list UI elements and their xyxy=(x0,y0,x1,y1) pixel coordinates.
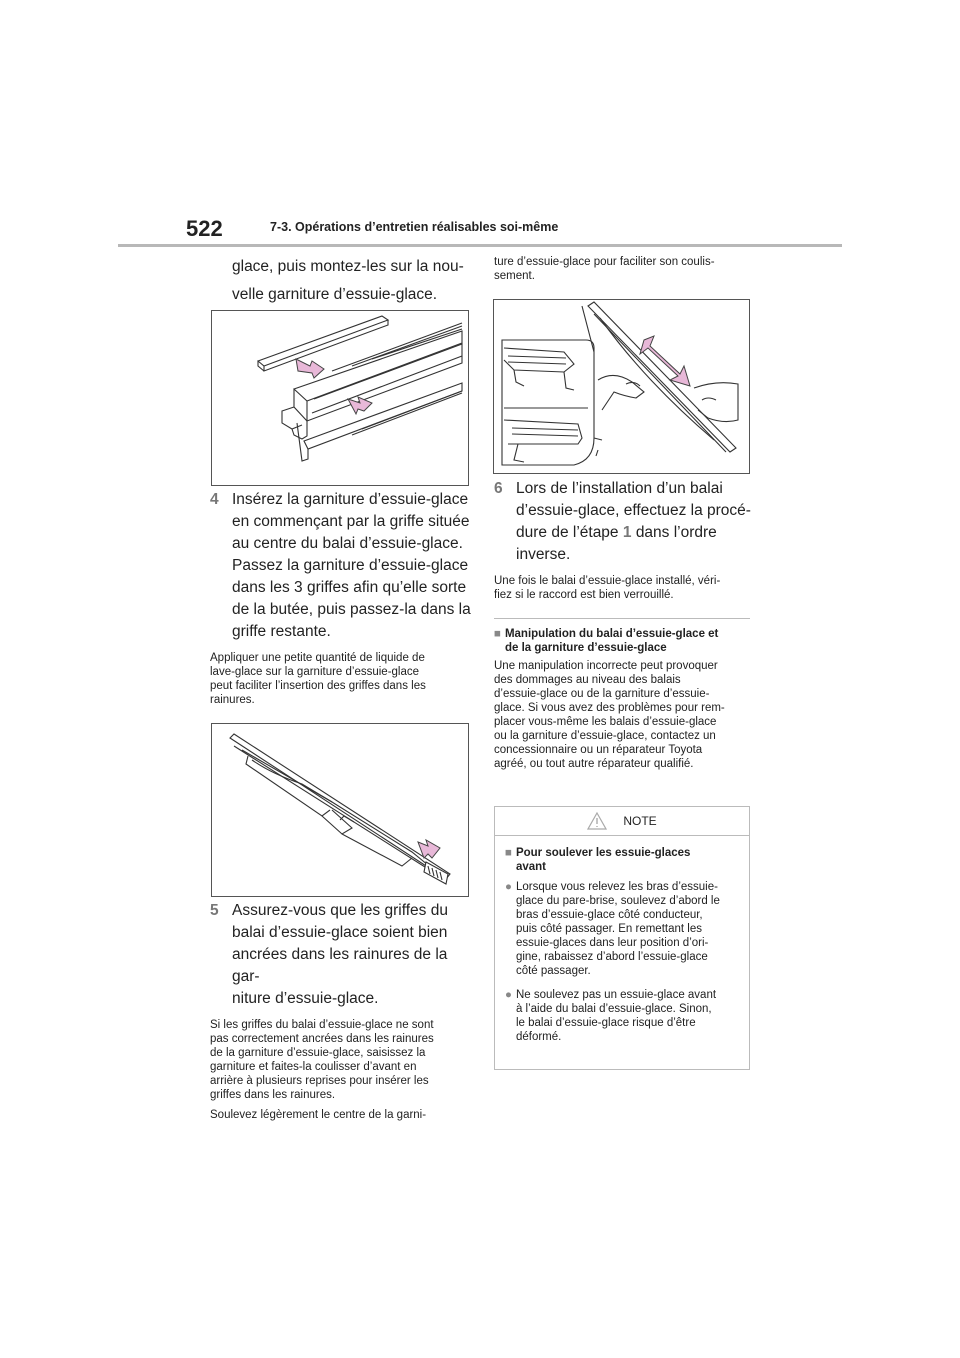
chapter-title: 7-3. Opérations d’entretien réalisables soi-même xyxy=(270,220,559,234)
tip-line: Si les griffes du balai d’essuie-glace ne sont xyxy=(210,1019,434,1031)
warning-triangle-icon xyxy=(587,812,607,830)
handling-section xyxy=(494,618,750,771)
tip-line: Appliquer une petite quantité de liquide de xyxy=(210,652,425,664)
tip-line: rainures. xyxy=(210,694,255,706)
heading-line: de la garniture d’essuie-glace xyxy=(504,642,667,654)
intro-line: glace, puis montez-les sur la nou- xyxy=(232,258,464,275)
step-line: Assurez-vous que les griffes du xyxy=(232,902,448,919)
note-heading xyxy=(505,846,739,874)
step-5 xyxy=(210,900,472,1122)
figure-lift-rubber xyxy=(493,299,750,474)
step-line: d’essuie-glace, effectuez la procé- xyxy=(516,502,751,519)
step-reference: 1 xyxy=(622,524,632,541)
bullet-line: le balai d’essuie-glace risque d’être xyxy=(515,1017,696,1029)
tip-line: arrière à plusieurs reprises pour insérer les xyxy=(210,1075,429,1087)
tip-line: de la garniture d’essuie-glace, saisissez la xyxy=(210,1047,426,1059)
step-line: inverse. xyxy=(516,546,571,563)
text-line: sement. xyxy=(494,270,535,282)
bullet-line: Lorsque vous relevez les bras d’essuie- xyxy=(515,881,718,893)
step-line: balai d’essuie-glace soient bien xyxy=(232,924,448,941)
step-6 xyxy=(494,478,756,602)
continuation-text xyxy=(494,255,756,283)
section-divider xyxy=(494,618,750,619)
wiper-lift-illustration xyxy=(494,300,749,473)
bullet-line: essuie-glaces dans leur position d’ori- xyxy=(515,937,709,949)
step-number: 5 xyxy=(210,902,219,919)
note-title: NOTE xyxy=(623,814,657,828)
circle-bullet-icon: ● xyxy=(505,881,512,893)
step-line xyxy=(516,522,751,544)
square-bullet-icon: ■ xyxy=(505,847,512,859)
figure-insert-rubber xyxy=(211,310,469,486)
step-line: Passez la garniture d’essuie-glace xyxy=(232,557,469,574)
text-line: placer vous-même les balais d’essuie-glace xyxy=(494,716,717,728)
wiper-rubber-illustration xyxy=(212,311,468,485)
text-line: fiez si le raccord est bien verrouillé. xyxy=(494,589,674,601)
text-line: glace. Si vous avez des problèmes pour rem- xyxy=(494,702,725,714)
tip-line: griffes dans les rainures. xyxy=(210,1089,336,1101)
bullet-line: glace du pare-brise, soulevez d’abord le xyxy=(515,895,720,907)
tip-line: Soulevez légèrement le centre de la garni- xyxy=(210,1109,427,1121)
note-box xyxy=(494,806,750,1070)
header-rule xyxy=(118,244,842,247)
bullet-line: côté passager. xyxy=(515,965,591,977)
intro-line: velle garniture d’essuie-glace. xyxy=(232,286,438,303)
text-line: des dommages au niveau des balais xyxy=(494,674,681,686)
text-line: Une fois le balai d’essuie-glace installé, véri- xyxy=(494,575,721,587)
text-line: d’essuie-glace ou de la garniture d’essuie- xyxy=(494,688,710,700)
square-bullet-icon: ■ xyxy=(494,628,501,640)
text-line: Une manipulation incorrecte peut provoquer xyxy=(494,660,718,672)
note-header xyxy=(495,807,749,836)
step-line: ancrées dans les rainures de la gar- xyxy=(232,946,448,985)
step-4 xyxy=(210,489,472,707)
step-line: Insérez la garniture d’essuie-glace xyxy=(232,491,469,508)
step-line: Lors de l’installation d’un balai xyxy=(516,480,723,497)
heading-line: Pour soulever les essuie-glaces xyxy=(515,847,691,859)
note-bullet xyxy=(505,988,739,1044)
section-heading xyxy=(494,627,750,655)
bullet-line: déformé. xyxy=(515,1031,562,1043)
tip-5 xyxy=(210,1018,472,1122)
bullet-line: Ne soulevez pas un essuie-glace avant xyxy=(515,989,717,1001)
intro-text xyxy=(232,256,472,306)
step-line: dans les 3 griffes afin qu’elle sorte xyxy=(232,579,467,596)
bullet-line: à l’aide du balai d’essuie-glace. Sinon, xyxy=(515,1003,712,1015)
step-line: au centre du balai d’essuie-glace. xyxy=(232,535,463,552)
tip-line: garniture et faites-la coulisser d’avant en xyxy=(210,1061,417,1073)
wiper-blade-illustration xyxy=(212,724,468,896)
step-line: de la butée, puis passez-la dans la xyxy=(232,601,471,618)
step-text: dans l’ordre xyxy=(635,524,717,541)
step-text: dure de l’étape xyxy=(516,524,619,541)
step-number: 6 xyxy=(494,480,503,497)
circle-bullet-icon: ● xyxy=(505,989,512,1001)
arrow-icon xyxy=(296,359,324,378)
bullet-line: puis côté passager. En remettant les xyxy=(515,923,702,935)
heading-line: avant xyxy=(515,861,546,873)
step-line: en commençant par la griffe située xyxy=(232,513,470,530)
note-bullet xyxy=(505,880,739,978)
text-line: agréé, ou tout autre réparateur qualifié. xyxy=(494,758,694,770)
page-number: 522 xyxy=(186,216,223,241)
figure-blade-slide xyxy=(211,723,469,897)
tip-4 xyxy=(210,651,472,707)
tip-line: pas correctement ancrées dans les rainures xyxy=(210,1033,434,1045)
text-line: ou la garniture d’essuie-glace, contactez un xyxy=(494,730,716,742)
step-line: niture d’essuie-glace. xyxy=(232,990,379,1007)
text-line: concessionnaire ou un réparateur Toyota xyxy=(494,744,703,756)
text-line: ture d’essuie-glace pour faciliter son coulis- xyxy=(494,256,715,268)
arrow-icon xyxy=(348,397,372,414)
heading-line: Manipulation du balai d’essuie-glace et xyxy=(504,628,719,640)
step-line: griffe restante. xyxy=(232,623,331,640)
tip-line: peut faciliter l’insertion des griffes dans les xyxy=(210,680,426,692)
step-number: 4 xyxy=(210,491,219,508)
bullet-line: bras d’essuie-glace côté conducteur, xyxy=(515,909,703,921)
bullet-line: gine, rabaissez d’abord l’essuie-glace xyxy=(515,951,708,963)
tip-line: lave-glace sur la garniture d’essuie-glace xyxy=(210,666,420,678)
after-note xyxy=(494,574,756,602)
